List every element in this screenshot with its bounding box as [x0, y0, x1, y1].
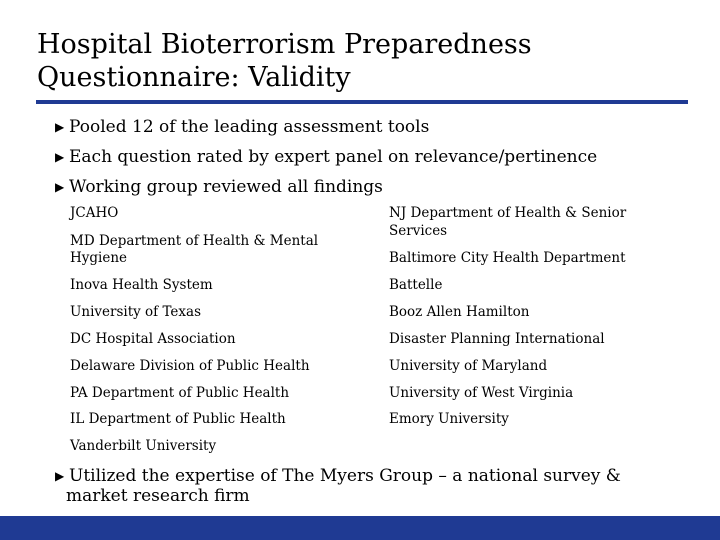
organization-item: Baltimore City Health Department [389, 250, 626, 266]
organization-item: Booz Allen Hamilton [389, 304, 530, 320]
organization-item: MD Department of Health & Mental [70, 233, 319, 249]
organization-item: IL Department of Public Health [70, 411, 286, 427]
organization-item: DC Hospital Association [70, 331, 236, 347]
organization-item: Hygiene [70, 250, 128, 266]
organization-item: Battelle [389, 277, 443, 293]
slide-title-line-2: Questionnaire: Validity [37, 62, 351, 93]
organization-item: Delaware Division of Public Health [70, 358, 310, 374]
organization-item: University of West Virginia [389, 385, 574, 401]
organization-item: Emory University [389, 411, 509, 427]
organization-item: Disaster Planning International [389, 331, 605, 347]
organization-item: JCAHO [70, 205, 119, 221]
organization-item: Services [389, 223, 448, 239]
bullet-text: Utilized the expertise of The Myers Group – a national survey & [69, 466, 621, 486]
bullet-text-continuation: market research firm [66, 486, 250, 506]
bullet-item [55, 146, 597, 168]
organization-item: Inova Health System [70, 277, 213, 293]
bullet-text: Pooled 12 of the leading assessment tools [69, 117, 430, 137]
bullet-text: Working group reviewed all findings [69, 177, 383, 197]
footer-bar [0, 516, 720, 540]
bullet-text: Each question rated by expert panel on relevance/pertinence [69, 147, 598, 167]
bullet-item-final [55, 466, 655, 506]
organization-item: PA Department of Public Health [70, 385, 290, 401]
slide-title-line-1: Hospital Bioterrorism Preparedness [37, 29, 532, 60]
bullet-item [55, 116, 429, 138]
triangle-right-icon: ▶ [55, 120, 65, 134]
organization-item: University of Texas [70, 304, 201, 320]
organization-item: Vanderbilt University [70, 438, 217, 454]
triangle-right-icon: ▶ [55, 180, 65, 194]
organization-item: University of Maryland [389, 358, 548, 374]
slide-title [37, 28, 697, 94]
triangle-right-icon: ▶ [55, 469, 65, 483]
title-divider [36, 100, 688, 104]
organization-item: NJ Department of Health & Senior [389, 205, 627, 221]
bullet-item [55, 176, 383, 198]
triangle-right-icon: ▶ [55, 150, 65, 164]
